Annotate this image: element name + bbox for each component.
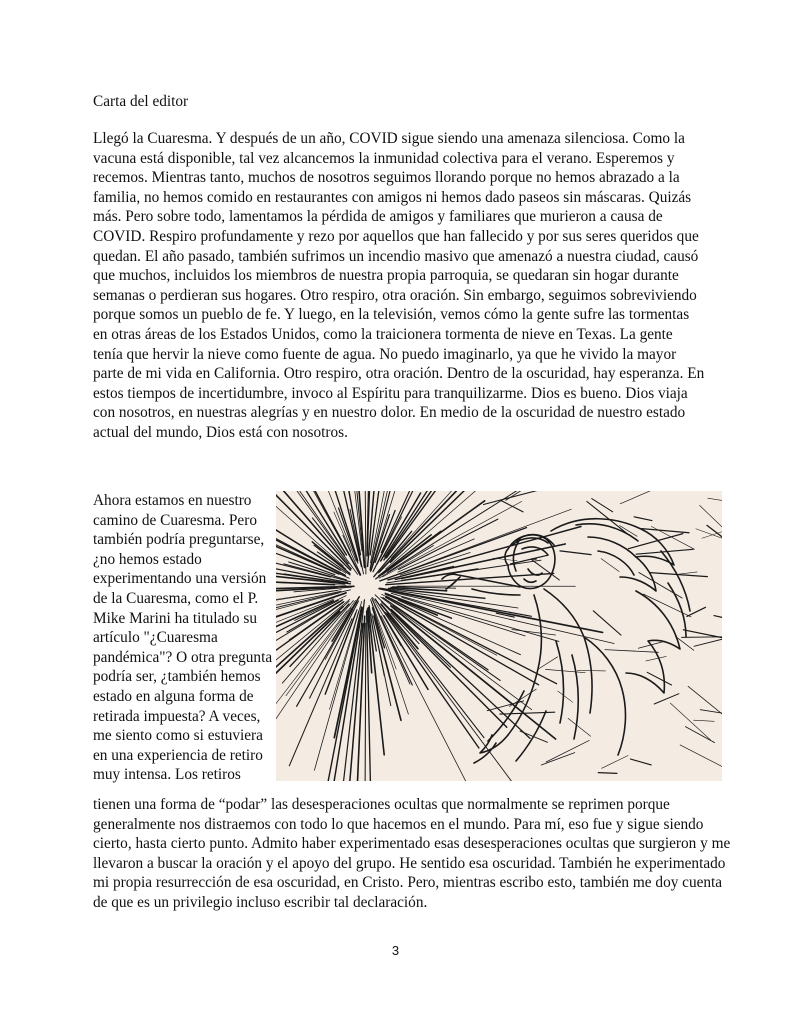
illustration-background (276, 491, 722, 781)
paragraph-column-text: Ahora estamos en nuestro camino de Cuaresma. Pero también podría preguntarse, ¿no hemos estado experimentando una versión de la Cuaresma, como el P. Mike Marini ha titulado su artículo "¿Cuaresma pandémica"? O otra pregunta podría ser, ¿también hemos estado en alguna forma de retirada impuesta? A veces, me siento como si estuviera en una experiencia de retiro muy intensa. Los retiros (93, 492, 273, 784)
letter-heading: Carta del editor (93, 93, 189, 110)
angel-illustration (276, 491, 722, 781)
page-number: 3 (391, 943, 400, 958)
paragraph-intro: Llegó la Cuaresma. Y después de un año, COVID sigue siendo una amenaza silenciosa. Como la vacuna está disponible, tal vez alcancemos la inmunidad colectiva para el verano. Esperemos y recemos. Mientras tanto, muchos de nosotros seguimos llorando porque no hemos abrazado a la familia, no hemos comido en restaurantes con amigos ni hemos dado paseos sin máscaras. Quizás más. Pero sobre todo, lamentamos la pérdida de amigos y familiares que murieron a causa de COVID. Respiro profundamente y rezo por aquellos que han fallecido y por sus seres queridos que quedan. El año pasado, también sufrimos un incendio masivo que amenazó a nuestra ciudad, causó que muchos, incluidos los miembros de nuestra propia parroquia, se quedaran sin hogar durante semanas o perdieran sus hogares. Otro respiro, otra oración. Sin embargo, seguimos sobreviviendo porque somos un pueblo de fe. Y luego, en la televisión, vemos cómo la gente sufre las tormentas en otras áreas de los Estados Unidos, como la traicionera tormenta de nieve en Texas. La gente tenía que hervir la nieve como fuente de agua. No puedo imaginarlo, ya que he vivido la mayor parte de mi vida en California. Otro respiro, otra oración. Dentro de la oscuridad, hay esperanza. En estos tiempos de incertidumbre, invoco al Espíritu para tranquilizarme. Dios es bueno. Dios viaja con nosotros, en nuestras alegrías y en nuestro dolor. En medio de la oscuridad de nuestro estado actual del mundo, Dios está con nosotros. (93, 130, 705, 441)
paragraph-continuation: tienen una forma de “podar” las desesperaciones ocultas que normalmente se reprimen porque generalmente nos distraemos con todo lo que hacemos en el mundo. Para mí, eso fue y sigue siendo cierto, hasta cierto punto. Admito haber experimentado esas desesperaciones ocultas que surgieron y me llevaron a buscar la oración y el apoyo del grupo. He sentido esa oscuridad. También he experimentado mi propia resurrección de esa oscuridad, en Cristo. Pero, mientras escribo esto, también me doy cuenta de que es un privilegio incluso escribir tal declaración. (93, 796, 731, 911)
hatch-stroke (598, 773, 617, 774)
